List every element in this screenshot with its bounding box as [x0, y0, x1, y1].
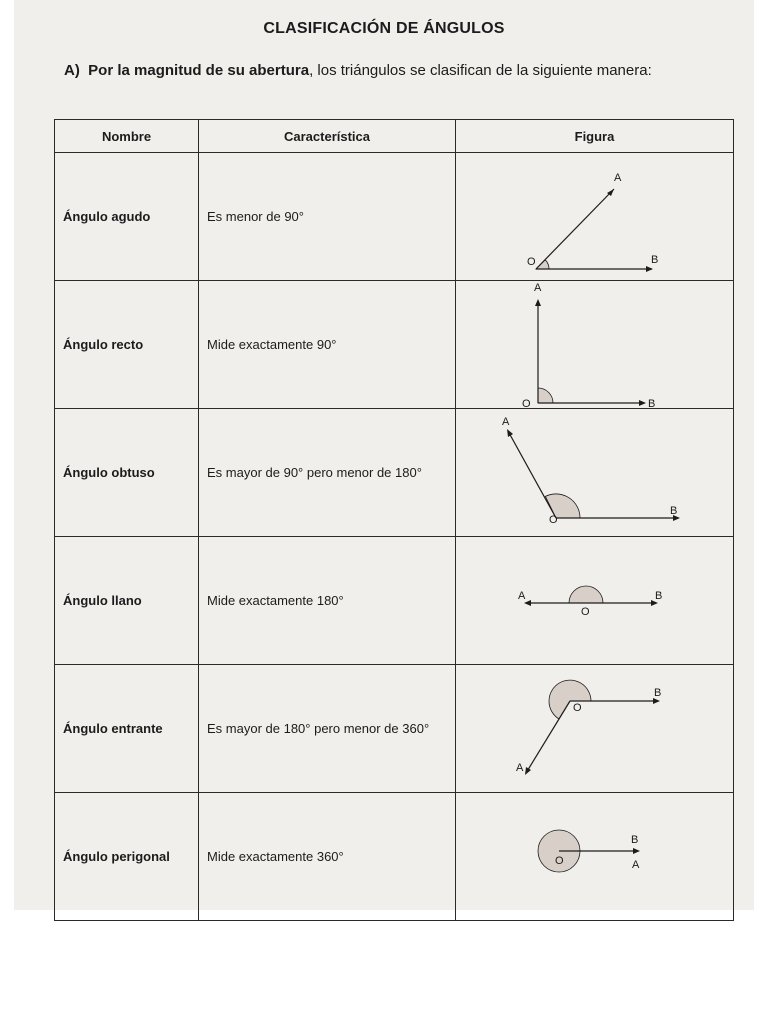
column-header-name: Nombre — [55, 120, 199, 153]
point-label-b: B — [655, 590, 663, 602]
arrowhead — [525, 767, 531, 775]
column-header-characteristic: Característica — [199, 120, 456, 153]
point-label-b: B — [648, 398, 656, 408]
angle-name: Ángulo llano — [55, 537, 199, 665]
ray-oa — [508, 431, 556, 518]
angle-figure-cell — [456, 281, 734, 409]
table-row — [55, 537, 734, 665]
point-label-b: B — [670, 505, 678, 517]
point-label-o: O — [581, 606, 590, 618]
point-label-b: B — [654, 687, 662, 699]
table-row — [55, 409, 734, 537]
section-heading-bold: Por la magnitud de su abertura — [88, 62, 310, 79]
angle-characteristic: Mide exactamente 90° — [199, 281, 456, 409]
angle-characteristic: Mide exactamente 360° — [199, 793, 456, 921]
table-row — [55, 665, 734, 793]
page-title: CLASIFICACIÓN DE ÁNGULOS — [263, 20, 505, 37]
arrowhead — [646, 266, 653, 272]
full-angle-figure — [456, 793, 734, 920]
point-label-o: O — [549, 514, 558, 526]
section-heading-rest: , los triángulos se clasifican de la siguiente manera: — [309, 62, 652, 79]
point-label-o: O — [522, 398, 531, 408]
point-label-o: O — [527, 256, 536, 268]
angle-figure-cell — [456, 153, 734, 281]
reflex-angle-figure — [456, 665, 734, 792]
angle-characteristic: Es mayor de 180° pero menor de 360° — [199, 665, 456, 793]
angle-figure-cell — [456, 665, 734, 793]
angle-characteristic: Es mayor de 90° pero menor de 180° — [199, 409, 456, 537]
section-heading — [64, 62, 652, 79]
section-letter: A) — [64, 62, 80, 79]
ray-oa — [526, 701, 570, 773]
angle-classification-table — [54, 119, 734, 921]
obtuse-angle-figure — [456, 409, 734, 536]
point-label-a: A — [518, 590, 526, 602]
angle-characteristic: Mide exactamente 180° — [199, 537, 456, 665]
angle-name: Ángulo obtuso — [55, 409, 199, 537]
point-label-b: B — [631, 834, 639, 846]
table-row — [55, 281, 734, 409]
angle-name: Ángulo perigonal — [55, 793, 199, 921]
table-row — [55, 153, 734, 281]
angle-name: Ángulo agudo — [55, 153, 199, 281]
point-label-a: A — [632, 859, 640, 871]
arrowhead — [633, 848, 640, 854]
angle-figure-cell — [456, 793, 734, 921]
angle-arc — [549, 680, 591, 719]
point-label-a: A — [534, 282, 542, 294]
arrowhead — [507, 429, 513, 437]
point-label-o: O — [555, 855, 564, 867]
angle-figure-cell — [456, 409, 734, 537]
angle-name: Ángulo recto — [55, 281, 199, 409]
table-header-row — [55, 120, 734, 153]
arrowhead — [535, 299, 541, 306]
point-label-a: A — [502, 416, 510, 428]
point-label-b: B — [651, 254, 659, 266]
table-row — [55, 793, 734, 921]
straight-angle-figure — [456, 537, 734, 664]
point-label-a: A — [614, 172, 622, 184]
angle-arc — [569, 586, 603, 603]
acute-angle-figure — [456, 153, 734, 280]
point-label-o: O — [573, 702, 582, 714]
angle-name: Ángulo entrante — [55, 665, 199, 793]
angle-figure-cell — [456, 537, 734, 665]
ray-oa — [536, 189, 614, 269]
column-header-figure: Figura — [456, 120, 734, 153]
right-angle-figure — [456, 281, 734, 408]
point-label-a: A — [516, 762, 524, 774]
angle-arc — [538, 388, 553, 403]
arrowhead — [639, 400, 646, 406]
angle-characteristic: Es menor de 90° — [199, 153, 456, 281]
